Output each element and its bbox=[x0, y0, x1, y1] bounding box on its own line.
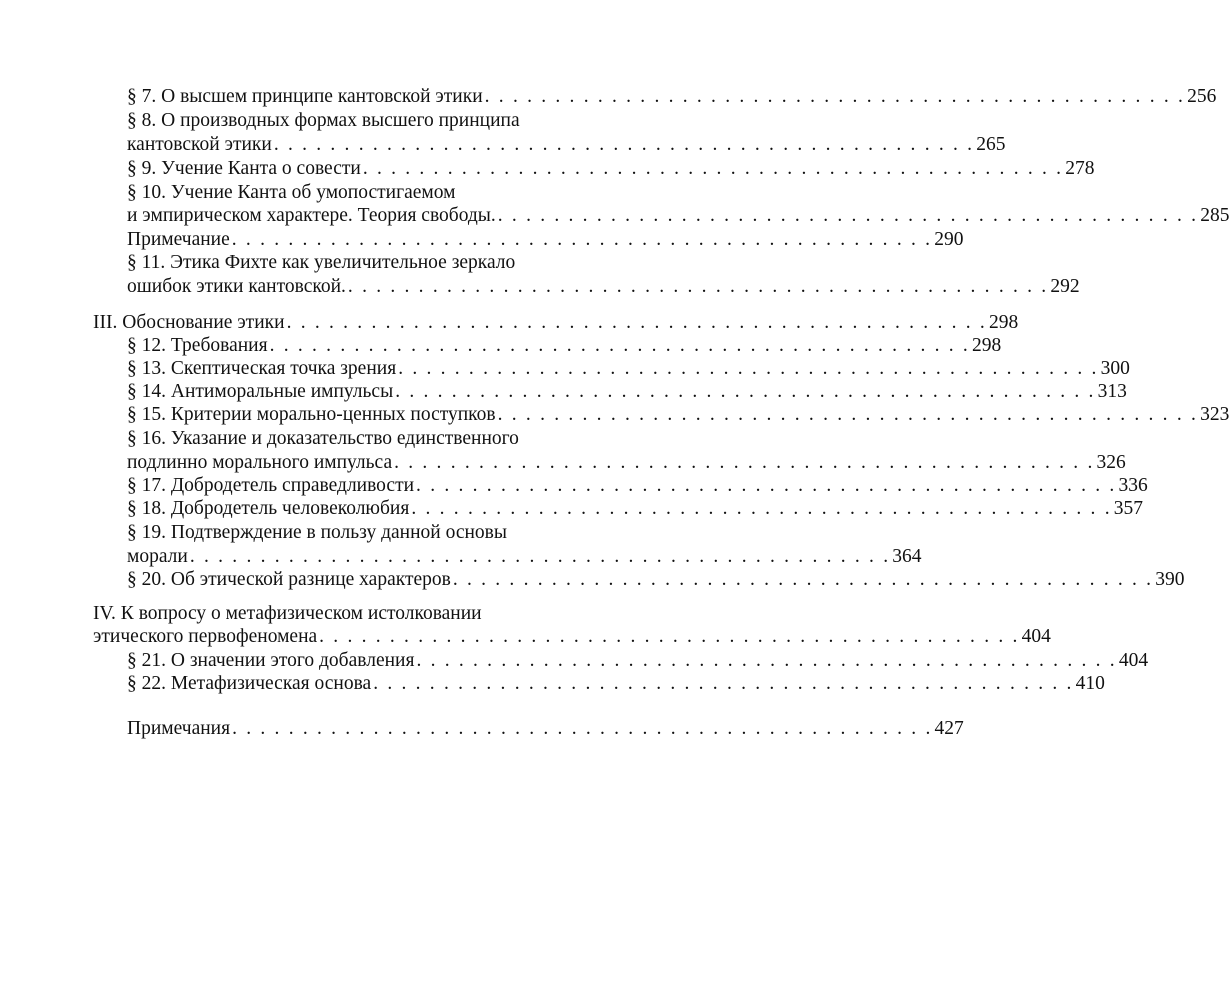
dot-leader: . . . . . . . . . . . . . . . . . . . . . . . . . . . . . . . . . . . . . . . . . . . . . . . . . . bbox=[362, 158, 1064, 179]
toc-entry-title: § 17. Добродетель справедливости bbox=[127, 475, 415, 496]
toc-entry-page: 410 bbox=[1075, 673, 1105, 694]
toc-part-heading bbox=[93, 602, 665, 626]
dot-leader: . . . . . . . . . . . . . . . . . . . . . . . . . . . . . . . . . . . . . . . . . . . . . . . . . . bbox=[398, 358, 1099, 379]
toc-entry-page: 404 bbox=[1021, 626, 1051, 647]
toc-entry-title: III. Обоснование этики bbox=[93, 312, 285, 333]
toc-entry bbox=[127, 380, 1127, 404]
toc-entry bbox=[127, 85, 1217, 109]
toc-part-heading bbox=[93, 311, 1019, 335]
toc-entry-title: § 10. Учение Канта об умопостигаемом bbox=[127, 182, 456, 203]
toc-entry bbox=[127, 357, 1130, 381]
toc-entry-title: § 13. Скептическая точка зрения bbox=[127, 358, 397, 379]
toc-entry-title: § 16. Указание и доказательство единственного bbox=[127, 428, 519, 449]
toc-entry bbox=[127, 497, 1144, 521]
toc-entry-title: § 11. Этика Фихте как увеличительное зеркало bbox=[127, 252, 516, 273]
toc-entry-title: кантовской этики bbox=[127, 134, 272, 155]
dot-leader: . . . . . . . . . . . . . . . . . . . . . . . . . . . . . . . . . . . . . . . . . . . . . . . . . . bbox=[416, 650, 1117, 671]
dot-leader: . . . . . . . . . . . . . . . . . . . . . . . . . . . . . . . . . . . . . . . . . . . . . . . . . . bbox=[232, 718, 933, 739]
dot-leader: . . . . . . . . . . . . . . . . . . . . . . . . . . . . . . . . . . . . . . . . . . . . . . . . . . bbox=[189, 546, 891, 567]
toc-entry-page: 364 bbox=[892, 546, 922, 567]
dot-leader: . . . . . . . . . . . . . . . . . . . . . . . . . . . . . . . . . . . . . . . . . . . . . . . . . . bbox=[347, 276, 1049, 297]
toc-entry bbox=[127, 403, 1229, 427]
toc-entry-page: 357 bbox=[1113, 498, 1144, 519]
dot-leader: . . . . . . . . . . . . . . . . . . . . . . . . . . . . . . . . . . . . . . . . . . . . . . . . . . bbox=[452, 569, 1154, 590]
toc-entry-title: § 18. Добродетель человеколюбия bbox=[127, 498, 410, 519]
toc-entry-title: § 14. Антиморальные импульсы bbox=[127, 381, 394, 402]
toc-entry bbox=[127, 427, 665, 451]
toc-entry-title: Примечание bbox=[127, 229, 230, 250]
dot-leader: . . . . . . . . . . . . . . . . . . . . . . . . . . . . . . . . . . . . . . . . . . . . . . . . . . bbox=[411, 498, 1112, 519]
toc-entry-title: ошибок этики кантовской. bbox=[127, 276, 346, 297]
toc-entry-title: § 8. О производных формах высшего принципа bbox=[127, 110, 520, 131]
toc-entry-page: 298 bbox=[972, 335, 1002, 356]
toc-entry bbox=[127, 717, 964, 741]
toc-entry bbox=[127, 133, 1006, 157]
toc-entry-page: 326 bbox=[1096, 452, 1126, 473]
toc-entry-page: 285 bbox=[1200, 205, 1229, 226]
toc-entry-title: § 9. Учение Канта о совести bbox=[127, 158, 361, 179]
toc-entry bbox=[127, 251, 665, 275]
toc-entry bbox=[127, 157, 1095, 181]
toc-entry-title: § 20. Об этической разнице характеров bbox=[127, 569, 451, 590]
dot-leader: . . . . . . . . . . . . . . . . . . . . . . . . . . . . . . . . . . . . . . . . . . . . . . . . . . bbox=[416, 475, 1117, 496]
toc-entry bbox=[127, 568, 1185, 592]
toc-entry bbox=[127, 181, 665, 205]
toc-entry-page: 298 bbox=[989, 312, 1019, 333]
toc-entry-title: § 15. Критерии морально-ценных поступков bbox=[127, 404, 496, 425]
dot-leader: . . . . . . . . . . . . . . . . . . . . . . . . . . . . . . . . . . . . . . . . . . . . . . . . . . bbox=[373, 673, 1074, 694]
toc-entry bbox=[127, 275, 1080, 299]
toc-entry bbox=[127, 451, 1126, 475]
toc-entry-title: подлинно морального импульса bbox=[127, 452, 393, 473]
dot-leader: . . . . . . . . . . . . . . . . . . . . . . . . . . . . . . . . . . . . . . . . . . . . . . . . . . bbox=[269, 335, 971, 356]
toc-entry bbox=[127, 228, 964, 252]
toc-entry-title: этического первофеномена bbox=[93, 626, 318, 647]
toc-entry-title: § 22. Метафизическая основа bbox=[127, 673, 372, 694]
toc-entry bbox=[93, 625, 1051, 649]
toc-entry-page: 292 bbox=[1050, 276, 1080, 297]
toc-entry bbox=[127, 474, 1148, 498]
dot-leader: . . . . . . . . . . . . . . . . . . . . . . . . . . . . . . . . . . . . . . . . . . . . . . . . . . bbox=[319, 626, 1020, 647]
toc-entry-title: § 7. О высшем принципе кантовской этики bbox=[127, 86, 483, 107]
toc-entry-title: § 19. Подтверждение в пользу данной основы bbox=[127, 522, 507, 543]
toc-entry-page: 265 bbox=[976, 134, 1006, 155]
toc-entry-title: Примечания bbox=[127, 718, 231, 739]
toc-entry-page: 290 bbox=[934, 229, 964, 250]
toc-entry-title: § 12. Требования bbox=[127, 335, 268, 356]
dot-leader: . . . . . . . . . . . . . . . . . . . . . . . . . . . . . . . . . . . . . . . . . . . . . . . . . . bbox=[484, 86, 1186, 107]
toc-entry-page: 404 bbox=[1118, 650, 1149, 671]
dot-leader: . . . . . . . . . . . . . . . . . . . . . . . . . . . . . . . . . . . . . . . . . . . . . . . . . . bbox=[497, 404, 1199, 425]
toc-entry-page: 300 bbox=[1100, 358, 1130, 379]
toc-entry-page: 427 bbox=[934, 718, 964, 739]
dot-leader: . . . . . . . . . . . . . . . . . . . . . . . . . . . . . . . . . . . . . . . . . . . . . . . . . . bbox=[286, 312, 987, 333]
toc-entry bbox=[127, 649, 1149, 673]
toc-entry-page: 256 bbox=[1187, 86, 1217, 107]
toc-entry bbox=[127, 521, 665, 545]
toc-entry-title: IV. К вопросу о метафизическом истолковании bbox=[93, 603, 482, 624]
dot-leader: . . . . . . . . . . . . . . . . . . . . . . . . . . . . . . . . . . . . . . . . . . . . . . . . . . bbox=[273, 134, 975, 155]
toc-entry-title: и эмпирическом характере. Теория свободы. bbox=[127, 205, 496, 226]
toc-entry bbox=[127, 545, 922, 569]
toc-entry-page: 390 bbox=[1155, 569, 1185, 590]
toc-entry bbox=[127, 204, 1229, 228]
toc-entry-page: 278 bbox=[1065, 158, 1095, 179]
dot-leader: . . . . . . . . . . . . . . . . . . . . . . . . . . . . . . . . . . . . . . . . . . . . . . . . . . bbox=[394, 452, 1095, 473]
toc-entry bbox=[127, 672, 1105, 696]
toc-entry-page: 313 bbox=[1097, 381, 1127, 402]
toc-entry-title: § 21. О значении этого добавления bbox=[127, 650, 415, 671]
dot-leader: . . . . . . . . . . . . . . . . . . . . . . . . . . . . . . . . . . . . . . . . . . . . . . . . . . bbox=[231, 229, 933, 250]
toc-entry bbox=[127, 334, 1002, 358]
dot-leader: . . . . . . . . . . . . . . . . . . . . . . . . . . . . . . . . . . . . . . . . . . . . . . . . . . bbox=[497, 205, 1199, 226]
toc-entry-title: морали bbox=[127, 546, 188, 567]
toc-entry bbox=[127, 109, 665, 133]
toc-entry-page: 323 bbox=[1200, 404, 1229, 425]
dot-leader: . . . . . . . . . . . . . . . . . . . . . . . . . . . . . . . . . . . . . . . . . . . . . . . . . . bbox=[395, 381, 1096, 402]
toc-entry-page: 336 bbox=[1118, 475, 1148, 496]
